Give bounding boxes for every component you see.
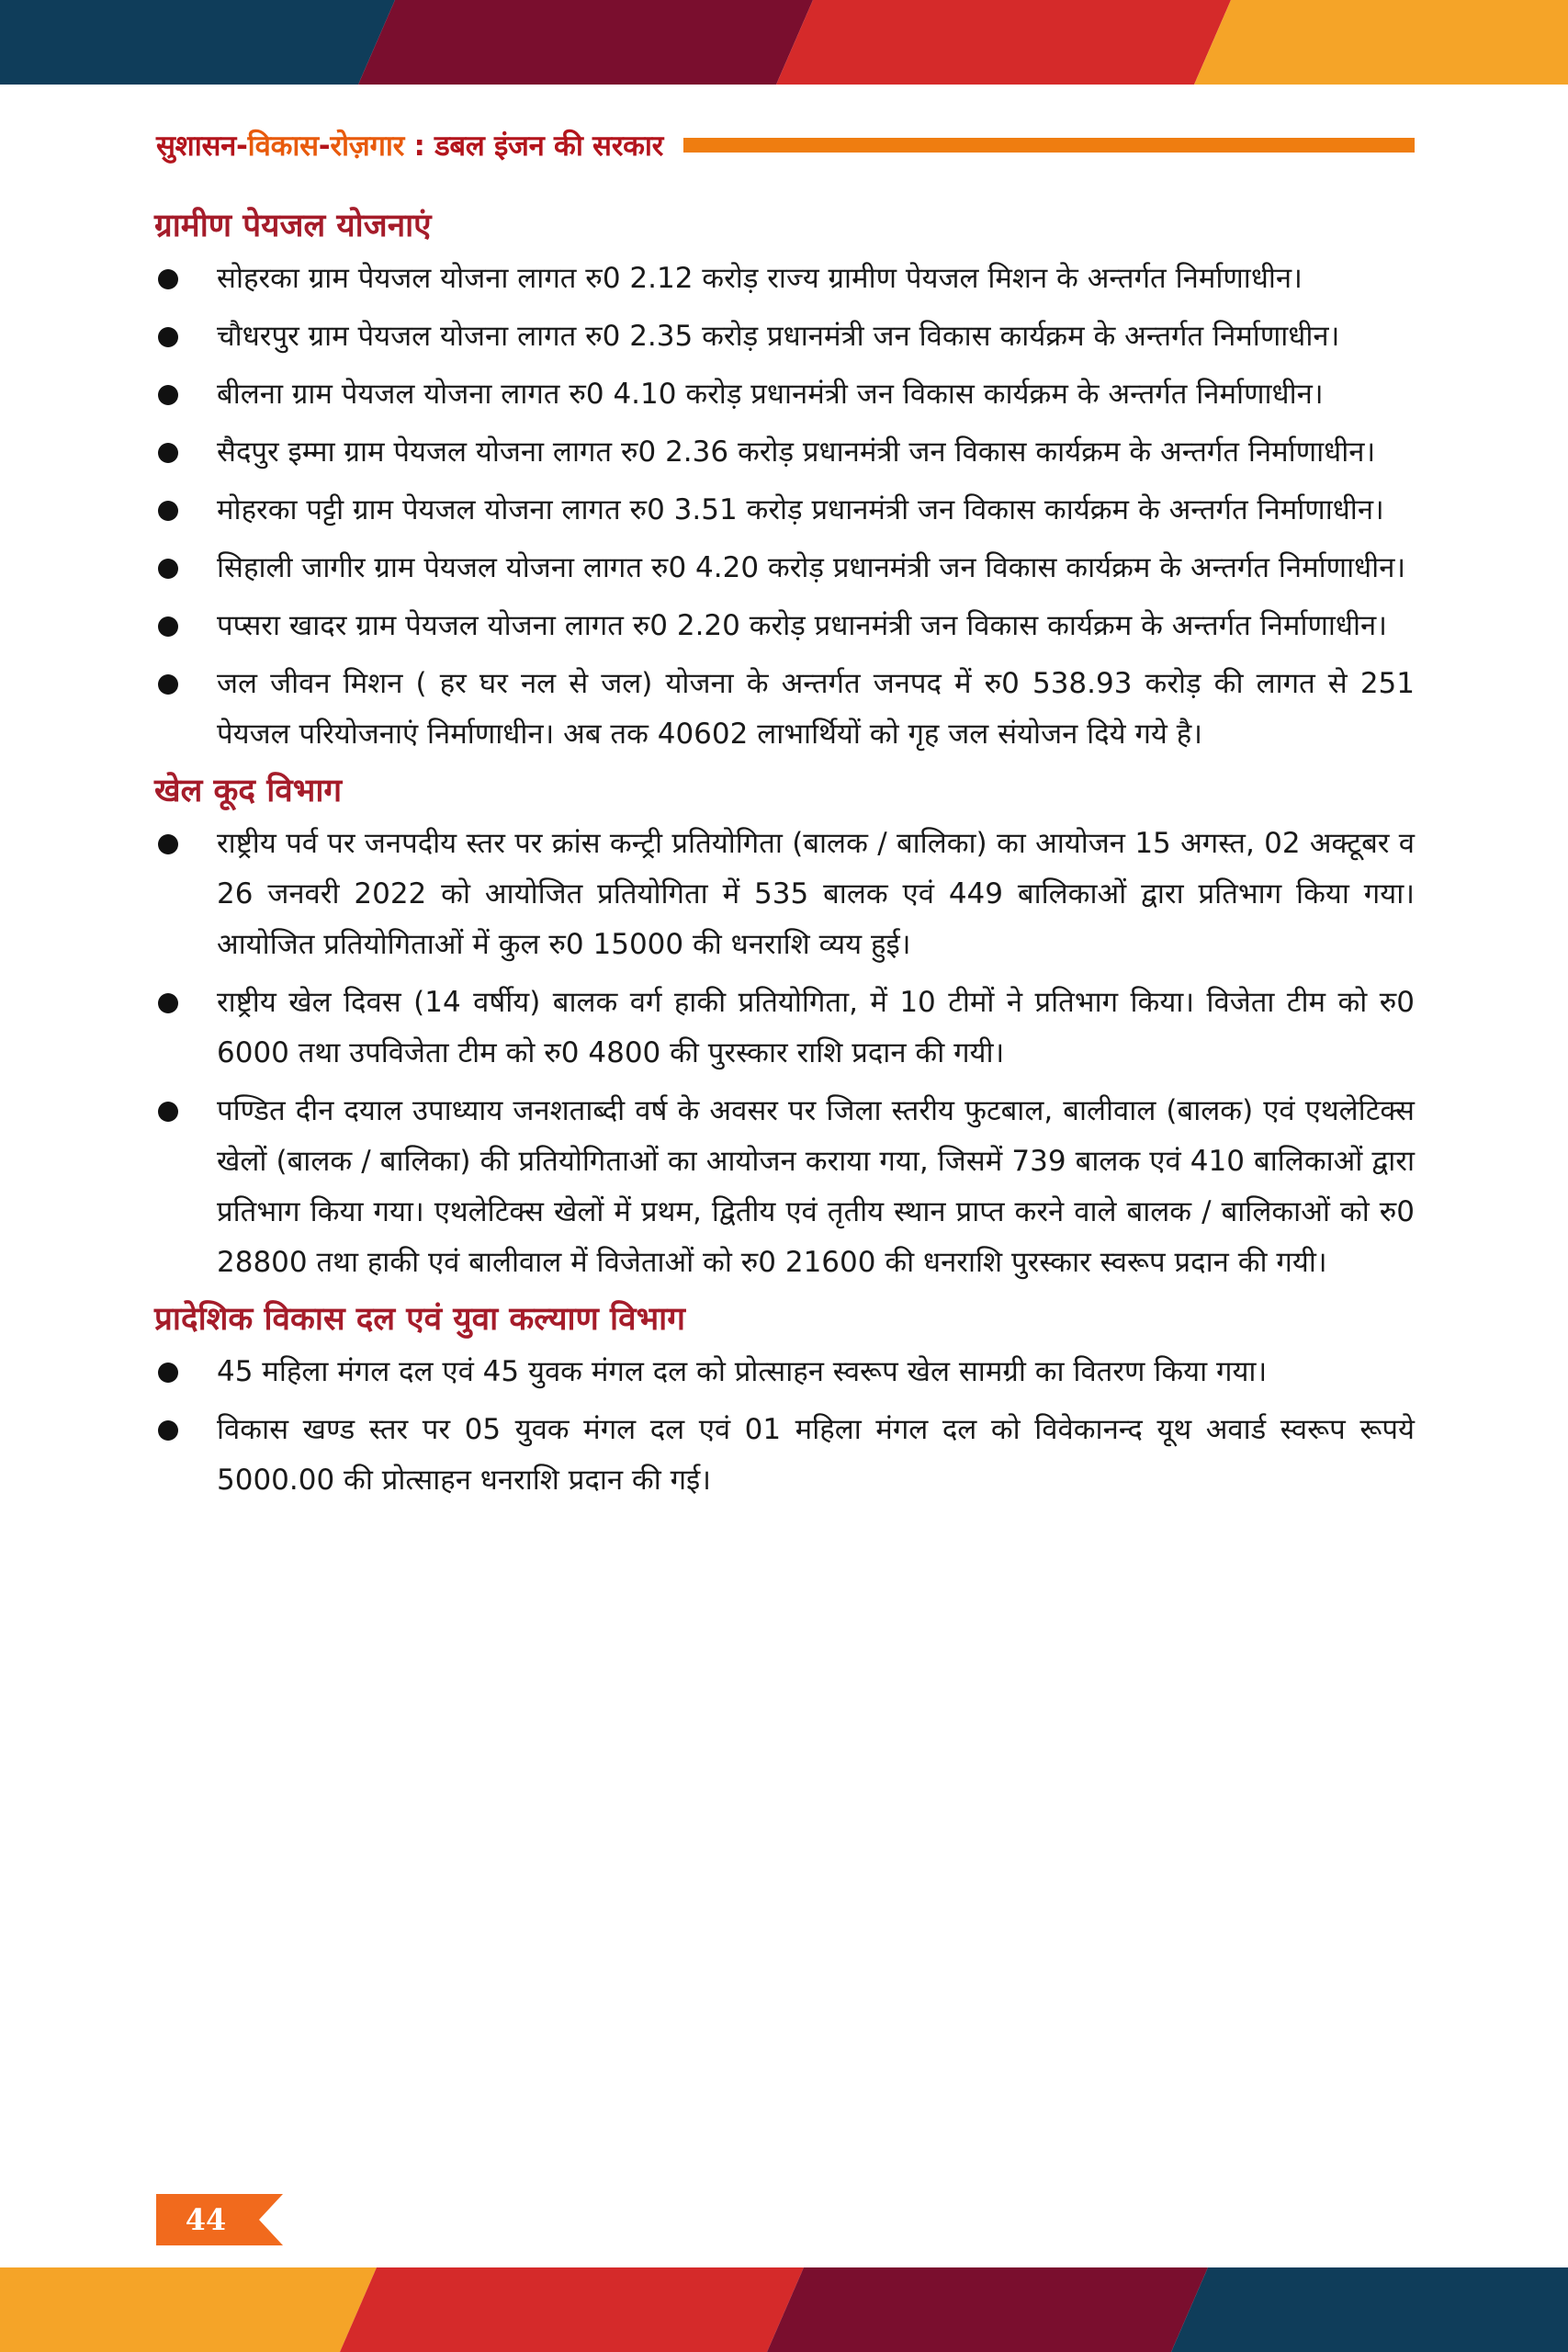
list-item (154, 1405, 1415, 1506)
bullet-icon (158, 616, 178, 637)
list-item (154, 254, 1415, 304)
list-item (154, 1347, 1415, 1397)
bullet-icon (158, 327, 178, 347)
main-content (154, 204, 1415, 1513)
item-text: सैदपुर इम्मा ग्राम पेयजल योजना लागत रु0 2.36 करोड़ प्रधानमंत्री जन विकास कार्यक्रम के अन्तर्गत निर्माणाधीन। (217, 435, 1376, 469)
title-part-4: : डबल इंजन की सरकार (404, 130, 664, 163)
title-dash-2: - (318, 130, 331, 163)
bullet-icon (158, 674, 178, 695)
item-text: मोहरका पट्टी ग्राम पेयजल योजना लागत रु0 3.51 करोड़ प्रधानमंत्री जन विकास कार्यक्रम के अन्तर्गत निर्माणाधीन। (217, 493, 1384, 526)
section-youth-welfare (154, 1297, 1415, 1506)
list-item (154, 819, 1415, 970)
list-item (154, 601, 1415, 651)
item-text: पण्डित दीन दयाल उपाध्याय जनशताब्दी वर्ष के अवसर पर जिला स्तरीय फुटबाल, बालीवाल (बालक) एवं एथलेटिक्स खेलों (बालक / बालिका) की प्रतियोगिताओं का आयोजन कराया गया, जिसमें 739 बालक एवं 410 बालिकाओं द्वारा प्रतिभाग किया गया। एथलेटिक्स खेलों में प्रथम, द्वितीय एवं तृतीय स्थान प्राप्त करने वाले बालक / बालिकाओं को रु0 28800 तथा हाकी एवं बालीवाल में विजेताओं को रु0 21600 की धनराशि पुरस्कार स्वरूप प्रदान की गयी। (217, 1094, 1415, 1279)
list-item (154, 427, 1415, 478)
section-title: ग्रामीण पेयजल योजनाएं (154, 207, 432, 244)
bullet-list (154, 254, 1415, 760)
section-title: खेल कूद विभाग (154, 772, 343, 809)
section-sports-department (154, 769, 1415, 1288)
bullet-icon (158, 559, 178, 579)
header-rule (683, 138, 1415, 153)
item-text: सोहरका ग्राम पेयजल योजना लागत रु0 2.12 करोड़ राज्य ग्रामीण पेयजल मिशन के अन्तर्गत निर्माणाधीन। (217, 262, 1303, 295)
item-text: विकास खण्ड स्तर पर 05 युवक मंगल दल एवं 01 महिला मंगल दल को विवेकानन्द यूथ अवार्ड स्वरूप रूपये 5000.00 की प्रोत्साहन धनराशि प्रदान की गई। (217, 1413, 1415, 1497)
running-title (156, 126, 663, 164)
bullet-icon (158, 1420, 178, 1441)
item-text: बीलना ग्राम पेयजल योजना लागत रु0 4.10 करोड़ प्रधानमंत्री जन विकास कार्यक्रम के अन्तर्गत निर्माणाधीन। (217, 378, 1324, 411)
bullet-icon (158, 1363, 178, 1383)
title-part-2: विकास (247, 130, 319, 163)
top-decorative-band (0, 0, 1568, 85)
bullet-icon (158, 993, 178, 1013)
bullet-icon (158, 443, 178, 463)
section-rural-drinking-water (154, 204, 1415, 760)
bullet-icon (158, 834, 178, 854)
item-text: राष्ट्रीय खेल दिवस (14 वर्षीय) बालक वर्ग हाकी प्रतियोगिता, में 10 टीमों ने प्रतिभाग किया। विजेता टीम को रु0 6000 तथा उपविजेता टीम को रु0 4800 की पुरस्कार राशि प्रदान की गयी। (217, 986, 1415, 1069)
list-item (154, 978, 1415, 1079)
list-item (154, 659, 1415, 760)
bullet-icon (158, 1102, 178, 1122)
title-dash-1: - (236, 130, 248, 163)
bullet-list (154, 819, 1415, 1288)
item-text: चौधरपुर ग्राम पेयजल योजना लागत रु0 2.35 करोड़ प्रधानमंत्री जन विकास कार्यक्रम के अन्तर्गत निर्माणाधीन। (217, 320, 1340, 353)
page-number-tab (156, 2194, 285, 2245)
page-number: 44 (185, 2202, 227, 2237)
item-text: सिहाली जागीर ग्राम पेयजल योजना लागत रु0 4.20 करोड़ प्रधानमंत्री जन विकास कार्यक्रम के अन्तर्गत निर्माणाधीन। (217, 551, 1406, 584)
list-item (154, 485, 1415, 536)
title-part-3: रोज़गार (330, 130, 405, 163)
item-text: जल जीवन मिशन ( हर घर नल से जल) योजना के अन्तर्गत जनपद में रु0 538.93 करोड़ की लागत से 251 पेयजल परियोजनाएं निर्माणाधीन। अब तक 40602 लाभार्थियों को गृह जल संयोजन दिये गये है। (217, 667, 1415, 751)
bottom-band-graphic (0, 2267, 1568, 2352)
bottom-decorative-band (0, 2267, 1568, 2352)
top-band-graphic (0, 0, 1568, 85)
bullet-list (154, 1347, 1415, 1506)
list-item (154, 311, 1415, 362)
section-title: प्रादेशिक विकास दल एवं युवा कल्याण विभाग (154, 1300, 685, 1338)
title-part-1: सुशासन (156, 130, 237, 163)
bullet-icon (158, 385, 178, 405)
item-text: पप्सरा खादर ग्राम पेयजल योजना लागत रु0 2.20 करोड़ प्रधानमंत्री जन विकास कार्यक्रम के अन्तर्गत निर्माणाधीन। (217, 609, 1387, 642)
running-header (156, 125, 1415, 165)
list-item (154, 1086, 1415, 1288)
bullet-icon (158, 501, 178, 521)
list-item (154, 543, 1415, 594)
bullet-icon (158, 269, 178, 289)
list-item (154, 369, 1415, 420)
item-text: 45 महिला मंगल दल एवं 45 युवक मंगल दल को प्रोत्साहन स्वरूप खेल सामग्री का वितरण किया गया। (217, 1355, 1268, 1388)
item-text: राष्ट्रीय पर्व पर जनपदीय स्तर पर क्रांस कन्ट्री प्रतियोगिता (बालक / बालिका) का आयोजन 15 अगस्त, 02 अक्टूबर व 26 जनवरी 2022 को आयोजित प्रतियोगिता में 535 बालक एवं 449 बालिकाओं द्वारा प्रतिभाग किया गया। आयोजित प्रतियोगिताओं में कुल रु0 15000 की धनराशि व्यय हुई। (217, 827, 1415, 961)
